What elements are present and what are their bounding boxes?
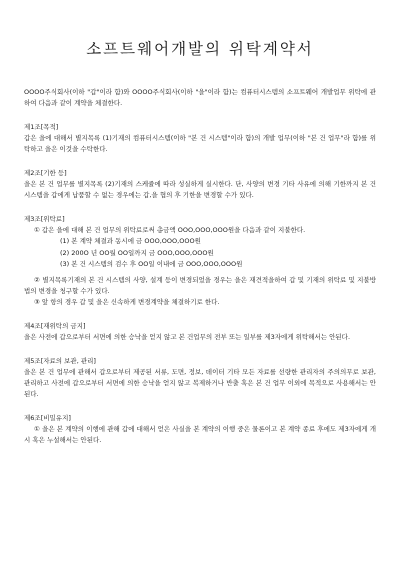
- article-clause-2: ② 별지목록기재의 본 건 시스템의 사양, 설계 등이 변경되었을 경우는 을은 재견적을하여 갑 및 기재의 위탁료 및 지불방법의 변경을 청구할 수가 있다.: [24, 275, 376, 295]
- article-5: [24, 356, 376, 400]
- article-heading: 제4조[재위탁의 금지]: [24, 321, 86, 330]
- article-heading: 제1조[목적]: [24, 123, 59, 131]
- article-heading: 제6조[비밀유지]: [24, 413, 71, 422]
- intro-paragraph: OOOO주식회사(이하 "갑"이라 함)와 OOOO주식회사(이하 "을"이라 함)는 컴퓨터시스템의 소프트웨어 개발업무 위탁에 관하여 다음과 같이 계약을 체결한다.: [24, 88, 376, 107]
- article-body: 갑은 을에 대해서 별지목록 (1)기재의 컴퓨터시스템(이하 "본 건 시스템"이라 함)의 개발 업무(이하 "본 건 업무"라 함)를 위탁하고 을은 이것을 수탁한다.: [24, 134, 376, 153]
- list-item: (1) 본 계약 체결과 동시에 금 OOO,OOO,OOO원: [60, 237, 201, 245]
- article-body: 을은 본 건 업무를 별지목록 (2)기재의 스케쥴에 따라 성실하게 실시한다. 단, 사양의 변경 기타 사유에 의해 기한까지 본 건 시스템을 갑에게 납품할 수 없는 경우에는 갑,을 협의 후 기한을 변경할 수가 있다.: [24, 180, 376, 199]
- article-6: [24, 413, 376, 446]
- article-clause-1: ① 을은 본 계약의 이행에 관해 갑에 대해서 얻은 사실을 본 계약의 이행 중은 물론이고 본 계약 종료 후에도 제3자에게 개시 혹은 누설해서는 안된다.: [24, 424, 376, 444]
- article-clause-3: ③ 앞 항의 경우 갑 및 을은 신속하게 변경계약을 체결하기로 한다.: [34, 297, 220, 306]
- article-body: 을은 사전에 갑으로부터 서면에 의한 승낙을 얻지 않고 본 건업무의 전부 또는 일부를 제3자에게 위탁해서는 안된다.: [24, 332, 351, 341]
- article-clause-1: ① 갑은 을에 대해 본 건 업무의 위탁료로써 총금액 OOO,OOO,OOO원을 다음과 같이 지불한다.: [34, 226, 306, 234]
- article-heading: 제3조[위탁료]: [24, 215, 65, 223]
- article-1: [24, 122, 376, 155]
- article-body: 을은 본 건 업무에 관해서 갑으로부터 제공된 서류, 도면, 정보, 데이터 기타 모든 자료를 선량한 관리자의 주의의무로 보관, 관리하고 사전에 갑으로부터 서면에 의한 승낙을 얻지 않고 복제하거나 반출 혹은 본 건 업무 이외에 목적으로 사용해서는 안된다.: [24, 367, 376, 398]
- list-item: (3) 본 건 시스템의 검수 후 OO일 이내에 금 OOO,OOO,OOO원: [60, 260, 243, 268]
- article-4: [24, 321, 376, 343]
- list-item: (2) 200O 년 OO월 OO일까지 금 OOO,OOO,OOO원: [60, 248, 214, 257]
- article-2: [24, 168, 376, 201]
- payment-schedule-list: [24, 236, 376, 271]
- article-heading: 제2조[기한 등]: [24, 169, 67, 177]
- article-3: [24, 214, 376, 308]
- article-heading: 제5조[자료의 보관, 관리]: [24, 356, 96, 365]
- document-title: 소프트웨어개발의 위탁계약서: [86, 40, 314, 58]
